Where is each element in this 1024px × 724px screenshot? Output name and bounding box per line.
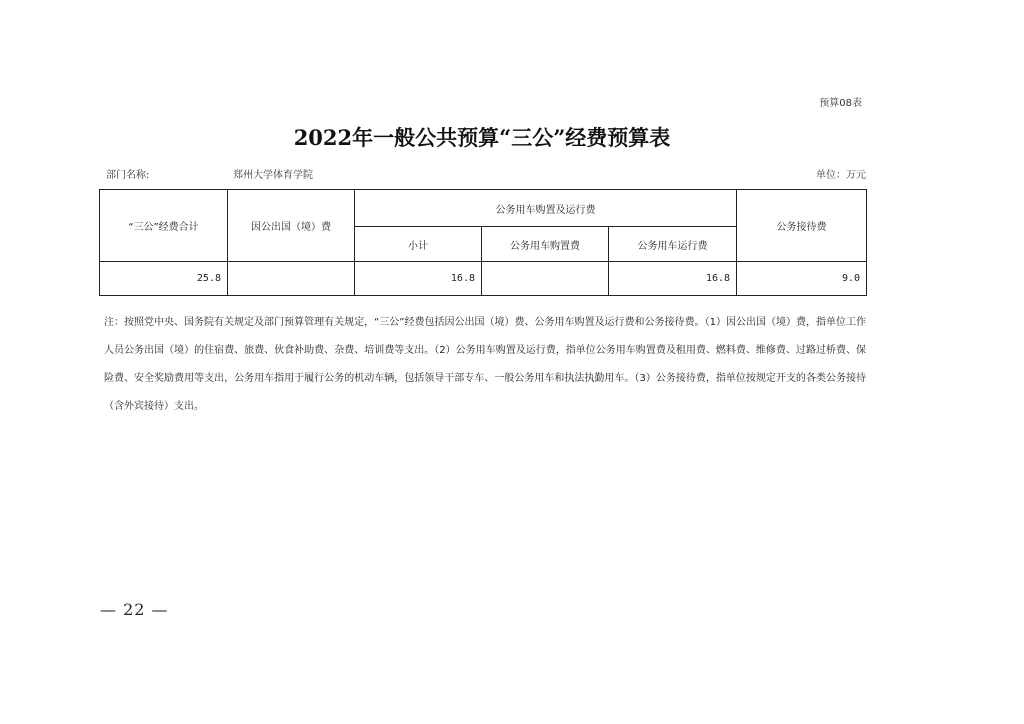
cell-vehicle-operation: 16.8 — [609, 262, 737, 296]
department-label: 部门名称: — [106, 170, 150, 181]
header-vehicle-operation: 公务用车运行费 — [609, 227, 737, 262]
header-abroad: 因公出国（境）费 — [228, 190, 355, 262]
footnote: 注：按照党中央、国务院有关规定及部门预算管理有关规定，“三公”经费包括因公出国（境）费、公务用车购置及运行费和公务接待费。（1）因公出国（境）费，指单位工作人员公务出国（境）的住宿费、旅费、伙食补助费、杂费、培训费等支出。（2）公务用车购置及运行费，指单位公务用车购置费及租用费、燃料费、维修费、过路过桥费、保险费、安全奖励费用等支出，公务用车指用于履行公务的机动车辆，包括领导干部专车、一般公务用车和执法执勤用车。（3）公务接待费，指单位按规定开支的各类公务接待（含外宾接待）支出。 — [104, 317, 866, 412]
header-reception: 公务接待费 — [737, 190, 867, 262]
page-number: — 22 — — [100, 600, 169, 619]
document-title: 2022年一般公共预算“三公”经费预算表 — [293, 125, 671, 150]
unit-label: 单位：万元 — [816, 170, 866, 181]
header-vehicle-group: 公务用车购置及运行费 — [355, 190, 737, 227]
header-subtotal: 小计 — [355, 227, 482, 262]
budget-table — [99, 189, 867, 296]
cell-reception: 9.0 — [737, 262, 867, 296]
header-vehicle-purchase: 公务用车购置费 — [482, 227, 609, 262]
cell-total: 25.8 — [100, 262, 228, 296]
cell-vehicle-purchase — [482, 262, 609, 296]
table-row — [100, 262, 867, 296]
header-total: “三公”经费合计 — [100, 190, 228, 262]
department-name: 郑州大学体育学院 — [233, 170, 313, 181]
cell-subtotal: 16.8 — [355, 262, 482, 296]
form-number: 预算08表 — [819, 98, 862, 109]
cell-abroad — [228, 262, 355, 296]
